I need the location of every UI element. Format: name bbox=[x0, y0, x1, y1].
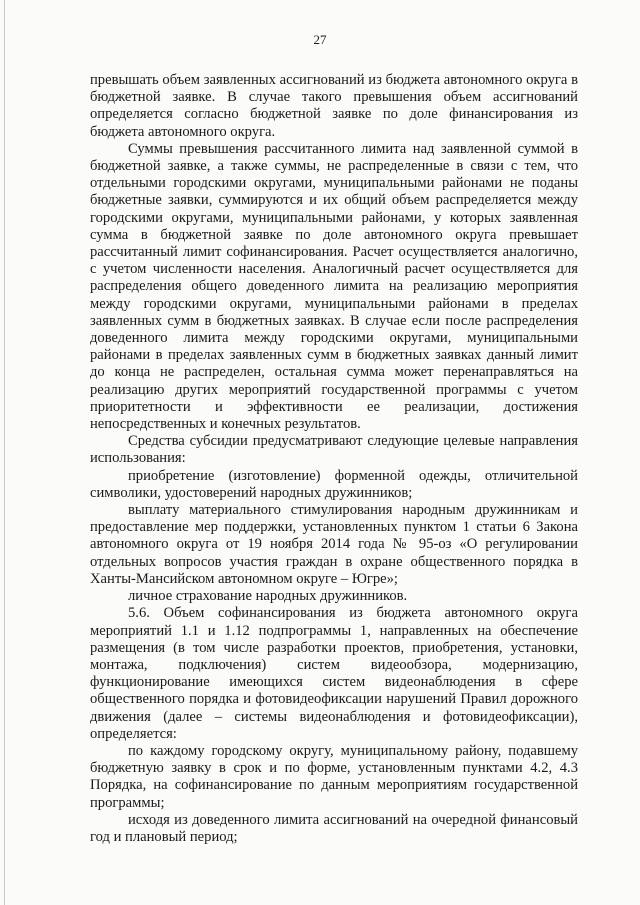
paragraph: исходя из доведенного лимита ассигнований на очередной финансовый год и плановый период; bbox=[90, 811, 578, 845]
document-body bbox=[90, 72, 578, 846]
paragraph: выплату материального стимулирования народным дружинникам и предоставление мер поддержки, установленных пунктом 1 статьи 6 Закона автономного округа от 19 ноября 2014 года № 95-оз «О регулировании отдельных вопросов участия граждан в охране общественного порядка в Ханты-Мансийском автономном округе – Югре»; bbox=[90, 502, 578, 587]
paragraph: Суммы превышения рассчитанного лимита над заявленной суммой в бюджетной заявке, а также суммы, не распределенные в связи с тем, что отдельными городскими округами, муниципальными районами не поданы бюджетные заявки, суммируются и их общий объем распределяется между городскими округами, муниципальными районами, у которых заявленная сумма в бюджетной заявке по доле автономного округа превышает рассчитанный лимит софинансирования. Расчет осуществляется аналогично, с учетом численности населения. Аналогичный расчет осуществляется для распределения общего доведенного лимита на реализацию мероприятия между городскими округами, муниципальными районами в пределах заявленных сумм в бюджетных заявках. В случае если после распределения доведенного лимита между городскими округами, муниципальными районами в пределах заявленных сумм в бюджетных заявках данный лимит до конца не распределен, остальная сумма может перенаправляться на реализацию других мероприятий государственной программы с учетом приоритетности и эффективности ее реализации, достижения непосредственных и конечных результатов. bbox=[90, 140, 578, 433]
paragraph: Средства субсидии предусматривают следующие целевые направления использования: bbox=[90, 433, 578, 467]
paragraph: приобретение (изготовление) форменной одежды, отличительной символики, удостоверений народных дружинников; bbox=[90, 467, 578, 501]
page-number: 27 bbox=[313, 32, 327, 47]
paragraph: личное страхование народных дружинников. bbox=[128, 588, 408, 605]
paragraph: по каждому городскому округу, муниципальному району, подавшему бюджетную заявку в срок и по форме, установленным пунктами 4.2, 4.3 Порядка, на софинансирование по данным мероприятиям государственной программы; bbox=[90, 742, 578, 811]
paragraph: превышать объем заявленных ассигнований из бюджета автономного округа в бюджетной заявке. В случае такого превышения объем ассигнований определяется согласно бюджетной заявке по доле финансирования из бюджета автономного округа. bbox=[90, 72, 578, 140]
page-edge-line bbox=[4, 0, 5, 905]
paragraph: 5.6. Объем софинансирования из бюджета автономного округа мероприятий 1.1 и 1.12 подпрограммы 1, направленных на обеспечение размещения (в том числе разработки проектов, приобретения, установки, монтажа, подключения) систем видеообзора, модернизацию, функционирование имеющихся систем видеонаблюдения в сфере общественного порядка и фотовидеофиксации нарушений Правил дорожного движения (далее – системы видеонаблюдения и фотовидеофиксации), определяется: bbox=[90, 605, 578, 742]
